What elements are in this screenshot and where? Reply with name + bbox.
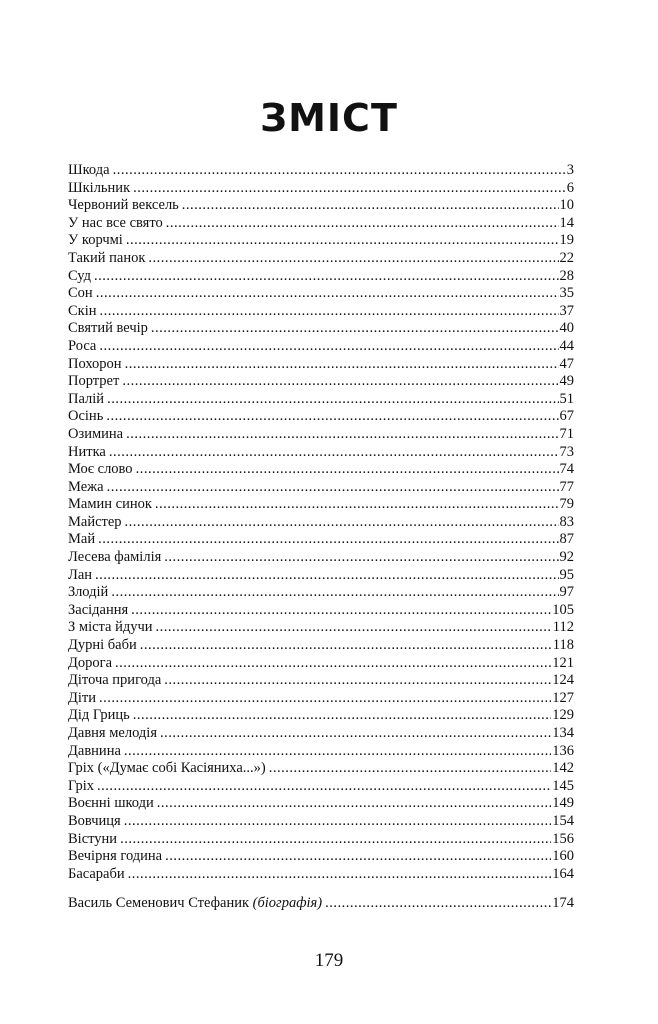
- toc-row: [68, 895, 574, 913]
- toc-entry-page: 83: [559, 513, 574, 530]
- dot-leader: [96, 285, 559, 303]
- toc-entry-title: Червоний вексель: [68, 197, 179, 214]
- toc-row: [68, 356, 574, 374]
- dot-leader: [148, 250, 558, 268]
- toc-entry-page: 10: [559, 197, 574, 214]
- toc-row: [68, 391, 574, 409]
- toc-entry-title: Вістуни: [68, 830, 118, 847]
- dot-leader: [124, 743, 551, 761]
- dot-leader: [160, 725, 551, 743]
- toc-entry-title: Діти: [68, 689, 97, 706]
- page-title: ЗМІСТ: [260, 96, 398, 140]
- toc-entry-title: Гріх («Думає собі Касіяниха...»): [68, 760, 266, 777]
- toc-entry-title: Майстер: [68, 513, 122, 530]
- toc-entry-page: 174: [552, 895, 574, 911]
- toc-row: [68, 655, 574, 673]
- toc-entry-title: Давнина: [68, 742, 121, 759]
- dot-leader: [126, 426, 558, 444]
- toc-entry-title: Суд: [68, 267, 92, 284]
- toc-row: [68, 549, 574, 567]
- dot-leader: [125, 356, 559, 374]
- toc-entry-page: 121: [552, 654, 574, 671]
- toc-entry-page: 47: [559, 355, 574, 372]
- toc-entry-page: 14: [559, 214, 574, 231]
- toc-entry-title: Святий вечір: [68, 320, 148, 337]
- toc-entry-title: Моє слово: [68, 461, 133, 478]
- toc-row: [68, 743, 574, 761]
- dot-leader: [165, 848, 551, 866]
- dot-leader: [166, 215, 559, 233]
- toc-entry-page: 40: [559, 320, 574, 337]
- toc-row: [68, 567, 574, 585]
- toc-row: [68, 444, 574, 462]
- dot-leader: [125, 514, 559, 532]
- toc-row: [68, 760, 574, 778]
- dot-leader: [124, 813, 552, 831]
- toc-entry-page: 79: [559, 496, 574, 513]
- toc-row: [68, 180, 574, 198]
- toc-row: [68, 866, 574, 884]
- toc-row: [68, 637, 574, 655]
- toc-entry-page: 44: [559, 337, 574, 354]
- dot-leader: [269, 760, 552, 778]
- toc-row: [68, 250, 574, 268]
- toc-entry-page: 67: [559, 408, 574, 425]
- dot-leader: [107, 391, 558, 409]
- toc-row: [68, 285, 574, 303]
- toc-entry-title: Нитка: [68, 443, 106, 460]
- toc-entry-page: 105: [552, 601, 574, 618]
- toc-row: [68, 232, 574, 250]
- toc-row: [68, 672, 574, 690]
- toc-row: [68, 690, 574, 708]
- dot-leader: [126, 232, 559, 250]
- toc-entry-page: 112: [552, 619, 574, 636]
- toc-entry-title: Воєнні шкоди: [68, 795, 154, 812]
- dot-leader: [133, 707, 551, 725]
- toc-row: [68, 408, 574, 426]
- dot-leader: [122, 373, 558, 391]
- toc-entry-title: Діточа пригода: [68, 672, 162, 689]
- toc-entry-page: 71: [559, 425, 574, 442]
- toc-entry-page: 77: [559, 478, 574, 495]
- toc-entry-page: 3: [566, 162, 574, 178]
- dot-leader: [95, 567, 558, 585]
- toc-entry-title: З міста йдучи: [68, 619, 153, 636]
- toc-entry-page: 124: [552, 672, 574, 689]
- dot-leader: [99, 338, 558, 356]
- toc-entry-page: 136: [552, 742, 574, 759]
- biography-note: (біографія): [252, 895, 323, 911]
- toc-entry-title: Межа: [68, 478, 104, 495]
- dot-leader: [107, 479, 559, 497]
- toc-entry-page: 74: [559, 461, 574, 478]
- page-number: 179: [314, 950, 344, 971]
- dot-leader: [155, 496, 559, 514]
- toc-entry-page: 92: [559, 549, 574, 566]
- dot-leader: [113, 162, 566, 180]
- toc-row: [68, 303, 574, 321]
- dot-leader: [157, 795, 551, 813]
- toc-entry-title: Роса: [68, 337, 97, 354]
- toc-row: [68, 707, 574, 725]
- toc-entry-title: Вечірня година: [68, 848, 163, 865]
- toc-row: [68, 320, 574, 338]
- dot-leader: [156, 619, 552, 637]
- toc-row: [68, 162, 574, 180]
- toc-row: [68, 373, 574, 391]
- toc-entry-page: 156: [552, 830, 574, 847]
- dot-leader: [109, 444, 559, 462]
- toc-row: [68, 848, 574, 866]
- dot-leader: [325, 895, 551, 913]
- table-of-contents: [68, 162, 574, 883]
- toc-entry-page: 95: [559, 566, 574, 583]
- dot-leader: [164, 672, 551, 690]
- dot-leader: [99, 690, 551, 708]
- toc-entry-title: Похорон: [68, 355, 122, 372]
- toc-row: [68, 619, 574, 637]
- toc-entry-page: 127: [552, 689, 574, 706]
- dot-leader: [111, 584, 558, 602]
- toc-entry-title: Вовчиця: [68, 812, 121, 829]
- toc-entry-page: 154: [552, 812, 574, 829]
- dot-leader: [151, 320, 559, 338]
- toc-entry-page: 51: [559, 390, 574, 407]
- toc-biography-entry: [68, 895, 574, 913]
- toc-entry-page: 73: [559, 443, 574, 460]
- toc-row: [68, 531, 574, 549]
- toc-row: [68, 795, 574, 813]
- dot-leader: [182, 197, 559, 215]
- toc-row: [68, 831, 574, 849]
- toc-entry-page: 149: [552, 795, 574, 812]
- toc-entry-title: Шкільник: [68, 179, 131, 196]
- dot-leader: [98, 531, 558, 549]
- toc-row: [68, 197, 574, 215]
- toc-entry-page: 28: [559, 267, 574, 284]
- toc-entry-page: 142: [552, 760, 574, 777]
- dot-leader: [131, 602, 551, 620]
- toc-entry-page: 145: [552, 777, 574, 794]
- toc-row: [68, 461, 574, 479]
- toc-entry-title: Засідання: [68, 601, 129, 618]
- toc-row: [68, 479, 574, 497]
- toc-row: [68, 338, 574, 356]
- toc-row: [68, 778, 574, 796]
- dot-leader: [140, 637, 552, 655]
- toc-entry-title: Злодій: [68, 584, 109, 601]
- dot-leader: [100, 303, 559, 321]
- biography-name: Василь Семенович Стефаник: [68, 895, 250, 911]
- dot-leader: [106, 408, 558, 426]
- dot-leader: [97, 778, 551, 796]
- toc-entry-title: Дід Гриць: [68, 707, 130, 724]
- toc-row: [68, 725, 574, 743]
- toc-entry-title: [68, 895, 325, 913]
- toc-row: [68, 215, 574, 233]
- toc-entry-page: 19: [559, 232, 574, 249]
- dot-leader: [164, 549, 558, 567]
- toc-row: [68, 514, 574, 532]
- toc-entry-title: Озимина: [68, 425, 124, 442]
- toc-entry-page: 97: [559, 584, 574, 601]
- toc-entry-page: 49: [559, 373, 574, 390]
- dot-leader: [120, 831, 551, 849]
- toc-entry-title: Дорога: [68, 654, 113, 671]
- toc-entry-page: 22: [559, 249, 574, 266]
- dot-leader: [115, 655, 551, 673]
- toc-entry-title: Мамин синок: [68, 496, 152, 513]
- toc-entry-title: Портрет: [68, 373, 120, 390]
- toc-entry-page: 164: [552, 865, 574, 882]
- toc-entry-title: Басараби: [68, 865, 125, 882]
- dot-leader: [136, 461, 559, 479]
- toc-entry-page: 160: [552, 848, 574, 865]
- toc-entry-title: Шкода: [68, 162, 110, 178]
- toc-entry-title: Такий панок: [68, 249, 146, 266]
- toc-row: [68, 813, 574, 831]
- toc-entry-title: Палій: [68, 390, 105, 407]
- toc-row: [68, 602, 574, 620]
- toc-row: [68, 584, 574, 602]
- toc-row: [68, 268, 574, 286]
- toc-entry-title: Скін: [68, 302, 97, 319]
- dot-leader: [133, 180, 566, 198]
- toc-entry-page: 118: [552, 637, 574, 654]
- toc-row: [68, 496, 574, 514]
- toc-entry-page: 87: [559, 531, 574, 548]
- toc-entry-title: Дурні баби: [68, 637, 137, 654]
- toc-entry-title: Гріх: [68, 777, 94, 794]
- toc-entry-page: 35: [559, 285, 574, 302]
- toc-entry-title: Лесева фамілія: [68, 549, 162, 566]
- toc-entry-title: У корчмі: [68, 232, 123, 249]
- dot-leader: [128, 866, 552, 884]
- toc-entry-page: 6: [566, 179, 574, 196]
- toc-entry-page: 129: [552, 707, 574, 724]
- toc-entry-title: Осінь: [68, 408, 104, 425]
- toc-entry-title: Сон: [68, 285, 93, 302]
- toc-entry-title: Май: [68, 531, 96, 548]
- dot-leader: [94, 268, 558, 286]
- toc-entry-title: Лан: [68, 566, 93, 583]
- toc-entry-title: У нас все свято: [68, 214, 163, 231]
- toc-row: [68, 426, 574, 444]
- toc-entry-title: Давня мелодія: [68, 725, 157, 741]
- toc-entry-page: 134: [552, 725, 574, 741]
- toc-entry-page: 37: [559, 302, 574, 319]
